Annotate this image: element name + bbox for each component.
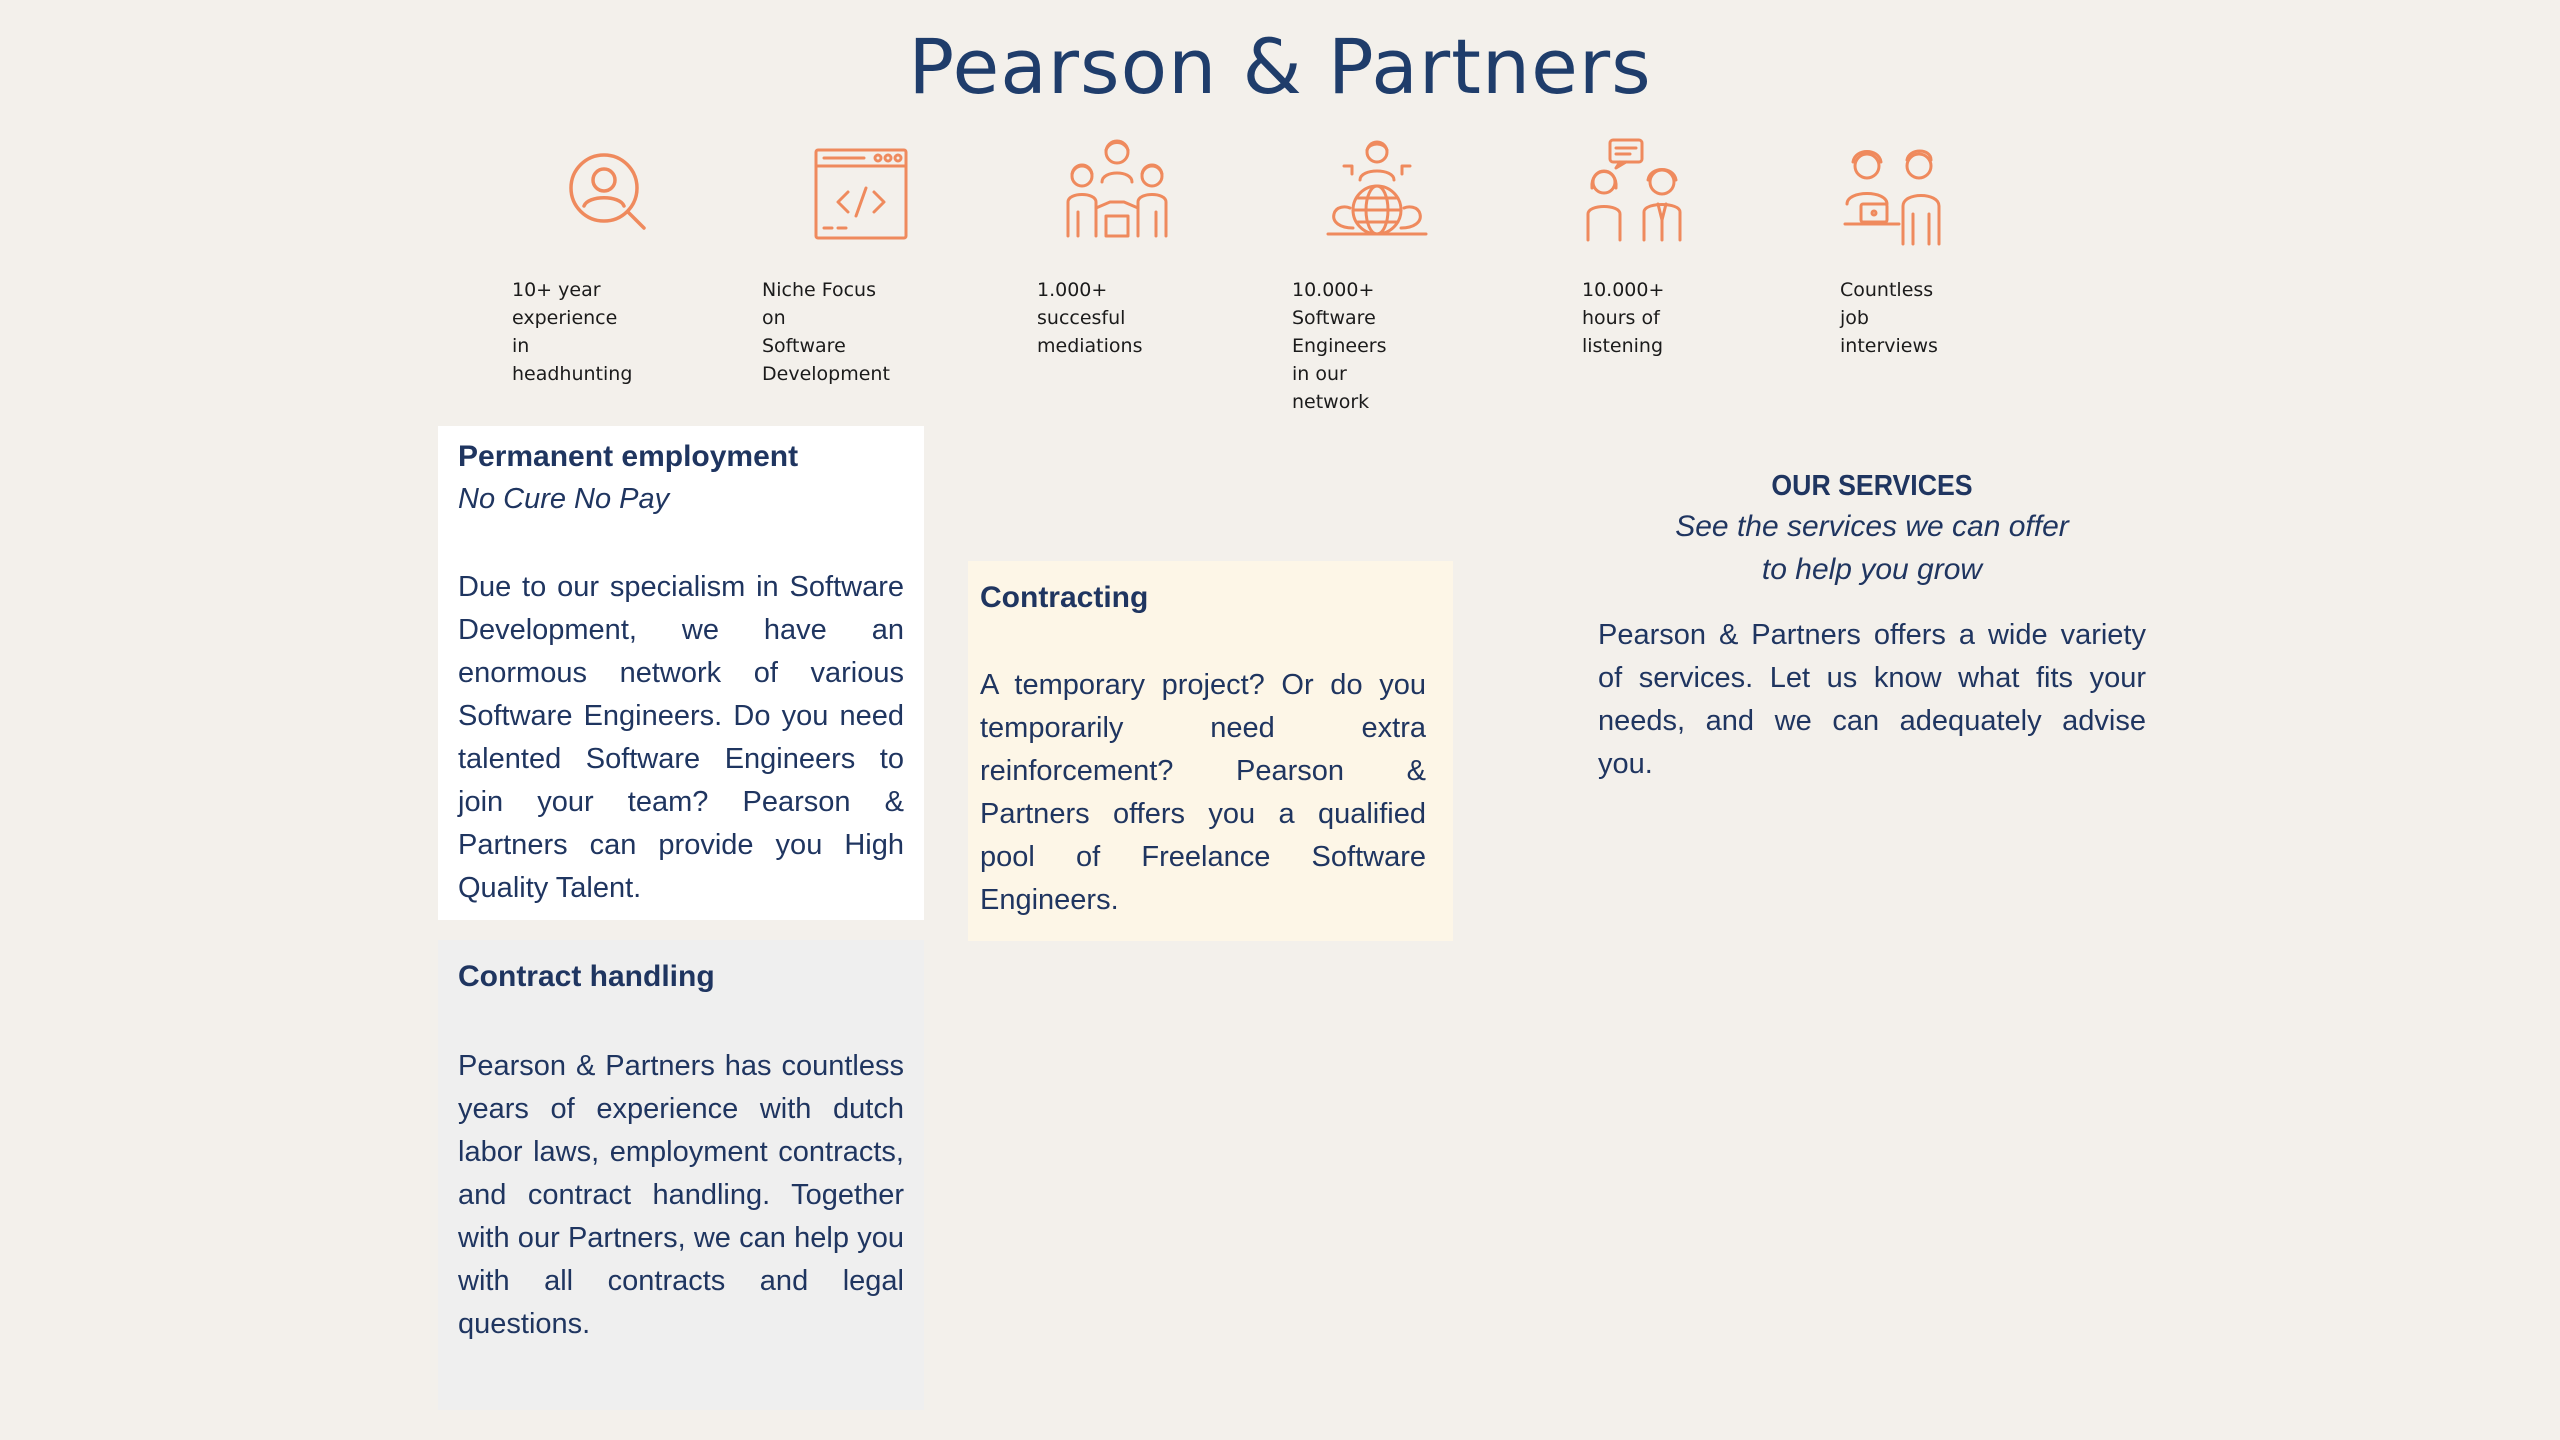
interview-icon [1839, 144, 1949, 254]
feature-caption: 10+ year experience in headhunting [512, 279, 633, 385]
handshake-team-icon [1062, 136, 1172, 246]
card-title: Permanent employment [458, 440, 799, 473]
feature-caption: 10.000+ Software Engineers in our network [1292, 279, 1387, 413]
feature-caption: Niche Focus on Software Development [762, 279, 890, 385]
card-body: Pearson & Partners has countless years of experience with dutch labor laws, employment contracts, and contract handling. Together with our Partners, we can help you with all contracts and legal questions. [458, 1050, 904, 1340]
services-subtitle: See the services we can offer to help you grow [1675, 510, 2069, 586]
feature-caption: Countless job interviews [1840, 279, 1938, 357]
page-title: Pearson & Partners [908, 22, 1652, 111]
services-section [1598, 470, 2146, 786]
card-body: A temporary project? Or do you temporarily need extra reinforcement? Pearson & Partners offers you a qualified pool of Freelance Software Engineers. [980, 669, 1426, 916]
card-title: Contracting [980, 581, 1149, 614]
card-title: Contract handling [458, 960, 715, 993]
card-permanent-employment [438, 426, 924, 920]
card-subtitle: No Cure No Pay [458, 483, 670, 515]
features-row [0, 140, 2560, 413]
card-contract-handling [438, 940, 924, 1410]
card-contracting [968, 561, 1453, 941]
conversation-icon [1582, 136, 1692, 246]
feature-caption: 10.000+ hours of listening [1582, 279, 1665, 357]
globe-network-icon [1322, 136, 1432, 246]
services-title: OUR SERVICES [1771, 470, 1973, 502]
services-body: Pearson & Partners offers a wide variety of services. Let us know what fits your needs, and we can adequately advise you. [1598, 619, 2146, 780]
card-body: Due to our specialism in Software Development, we have an enormous network of various Software Engineers. Do you need talented Software Engineers to join your team? Pearson & Partners can provide you High Quality Talent. [458, 571, 904, 904]
magnifier-person-icon [554, 140, 664, 250]
code-window-icon [806, 140, 916, 250]
feature-caption: 1.000+ succesful mediations [1037, 279, 1143, 357]
